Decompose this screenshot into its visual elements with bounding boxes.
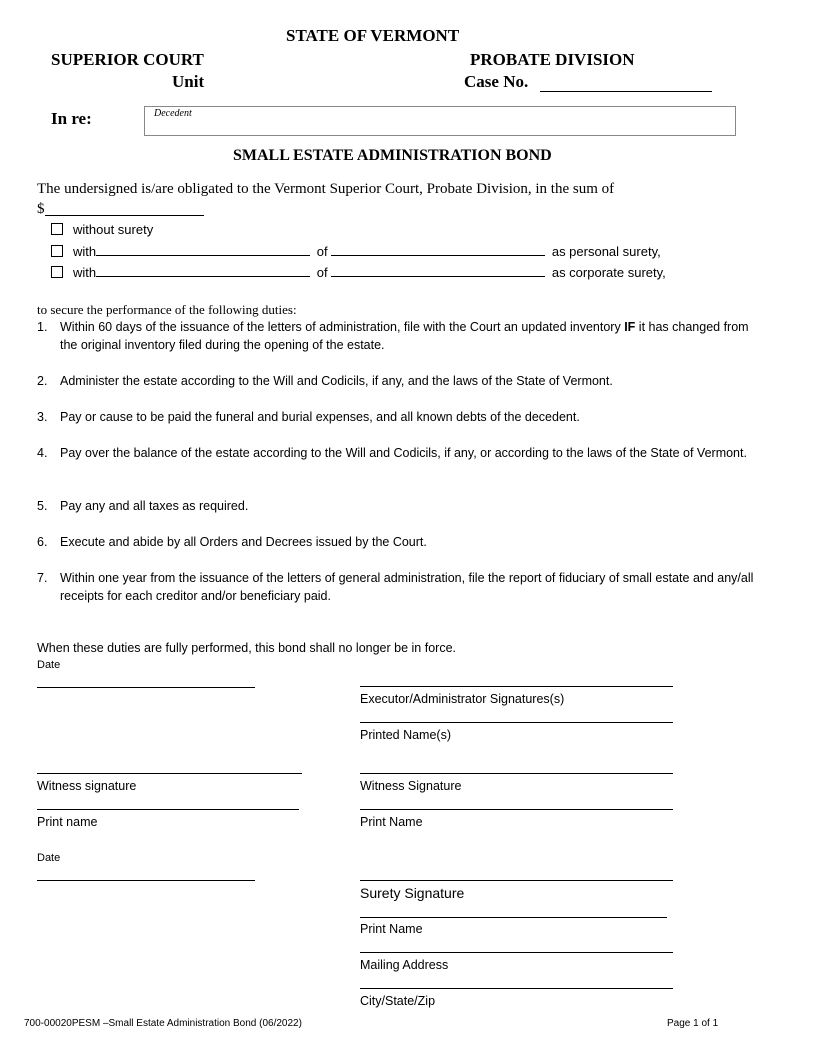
- city-state-zip-field[interactable]: [360, 988, 673, 989]
- closing-statement: When these duties are fully performed, this bond shall no longer be in force.: [37, 641, 456, 655]
- surety-option-label: with: [73, 265, 97, 280]
- duty-number: 7.: [37, 571, 48, 585]
- case-number-label: Case No.: [464, 72, 529, 91]
- executor-signature-label: Executor/Administrator Signatures(s): [360, 692, 565, 706]
- form-id: 700-00020PESM –Small Estate Administration Bond (06/2022): [24, 1018, 302, 1029]
- personal-surety-of-field[interactable]: [331, 243, 545, 256]
- duty-text: Administer the estate according to the Will and Codicils, if any, and the laws of the State of Vermont.: [60, 374, 613, 388]
- surety-option-corporate: [51, 264, 666, 280]
- surety-signature-field[interactable]: [360, 880, 673, 881]
- duty-text: Pay any and all taxes as required.: [60, 499, 249, 513]
- surety-option-personal: [51, 243, 661, 259]
- date-field[interactable]: [37, 687, 255, 688]
- print-name-field-right[interactable]: [360, 809, 673, 810]
- witness-signature-field-right[interactable]: [360, 773, 673, 774]
- duty-item: [37, 318, 757, 354]
- duty-item: [37, 497, 757, 515]
- duty-number: 5.: [37, 499, 48, 513]
- document-title: SMALL ESTATE ADMINISTRATION BOND: [233, 147, 552, 164]
- duty-text-continued: it has changed from the original inventory filed during the opening of the estate.: [60, 320, 749, 352]
- court-heading: SUPERIOR COURT: [51, 50, 204, 69]
- decedent-field[interactable]: [144, 106, 736, 136]
- printed-names-field[interactable]: [360, 722, 673, 723]
- witness-signature-label-right: Witness Signature: [360, 779, 462, 793]
- city-state-zip-label: City/State/Zip: [360, 994, 436, 1008]
- duty-text: Pay over the balance of the estate according to the Will and Codicils, if any, or according to the laws of the State of Vermont.: [60, 446, 747, 460]
- print-name-field-left[interactable]: [37, 809, 299, 810]
- surety-option-none: [51, 222, 153, 237]
- page-number: Page 1 of 1: [667, 1018, 719, 1029]
- printed-names-label: Printed Name(s): [360, 728, 451, 742]
- duty-number: 6.: [37, 535, 48, 549]
- mailing-address-field[interactable]: [360, 952, 673, 953]
- duties-intro: to secure the performance of the following duties:: [37, 302, 297, 317]
- sum-field[interactable]: [45, 215, 204, 216]
- date-label: Date: [37, 659, 61, 671]
- duty-number: 2.: [37, 374, 48, 388]
- corporate-surety-name-field[interactable]: [96, 264, 310, 277]
- duty-text: Pay or cause to be paid the funeral and burial expenses, and all known debts of the decedent.: [60, 410, 580, 424]
- duty-number: 1.: [37, 320, 48, 334]
- case-number-field[interactable]: [540, 91, 712, 92]
- duty-text: Within one year from the issuance of the letters of general administration, file the report of fiduciary of small estate and any/all receipts for each creditor and/or beneficiary paid.: [60, 571, 754, 603]
- surety-print-name-label: Print Name: [360, 922, 423, 936]
- currency-sign: $: [37, 201, 45, 217]
- unit-label: Unit: [172, 72, 205, 91]
- personal-surety-name-field[interactable]: [96, 243, 310, 256]
- duty-number: 3.: [37, 410, 48, 424]
- corporate-surety-suffix: as corporate surety,: [551, 265, 666, 280]
- duty-text: Within 60 days of the issuance of the letters of administration, file with the Court an updated inventory: [60, 320, 625, 334]
- executor-signature-field[interactable]: [360, 686, 673, 687]
- print-name-label-left: Print name: [37, 815, 98, 829]
- obligation-text: The undersigned is/are obligated to the Vermont Superior Court, Probate Division, in the sum of: [37, 181, 615, 197]
- corporate-surety-of-field[interactable]: [331, 264, 545, 277]
- state-heading: STATE OF VERMONT: [286, 26, 460, 45]
- witness-signature-field-left[interactable]: [37, 773, 302, 774]
- date-label-2: Date: [37, 852, 61, 864]
- checkbox-personal-surety[interactable]: [51, 245, 63, 257]
- duty-item: [37, 372, 757, 390]
- checkbox-without-surety[interactable]: [51, 223, 63, 235]
- surety-print-name-field[interactable]: [360, 917, 667, 918]
- of-label: of: [316, 244, 328, 259]
- in-re-label: In re:: [51, 109, 92, 128]
- surety-option-label: without surety: [73, 222, 154, 237]
- surety-option-label: with: [73, 244, 97, 259]
- duty-item: [37, 533, 757, 551]
- personal-surety-suffix: as personal surety,: [551, 244, 661, 259]
- duty-text: Execute and abide by all Orders and Decrees issued by the Court.: [60, 535, 427, 549]
- duty-item: [37, 408, 757, 426]
- witness-signature-label-left: Witness signature: [37, 779, 137, 793]
- print-name-label-right: Print Name: [360, 815, 423, 829]
- division-heading: PROBATE DIVISION: [470, 50, 635, 69]
- mailing-address-label: Mailing Address: [360, 958, 449, 972]
- duty-number: 4.: [37, 446, 48, 460]
- of-label: of: [316, 265, 328, 280]
- decedent-placeholder: Decedent: [154, 108, 192, 119]
- duty-emphasis: IF: [624, 320, 636, 334]
- surety-signature-label: Surety Signature: [360, 885, 465, 901]
- duty-item: [37, 569, 757, 605]
- duty-item: [37, 444, 757, 462]
- date-field-2[interactable]: [37, 880, 255, 881]
- checkbox-corporate-surety[interactable]: [51, 266, 63, 278]
